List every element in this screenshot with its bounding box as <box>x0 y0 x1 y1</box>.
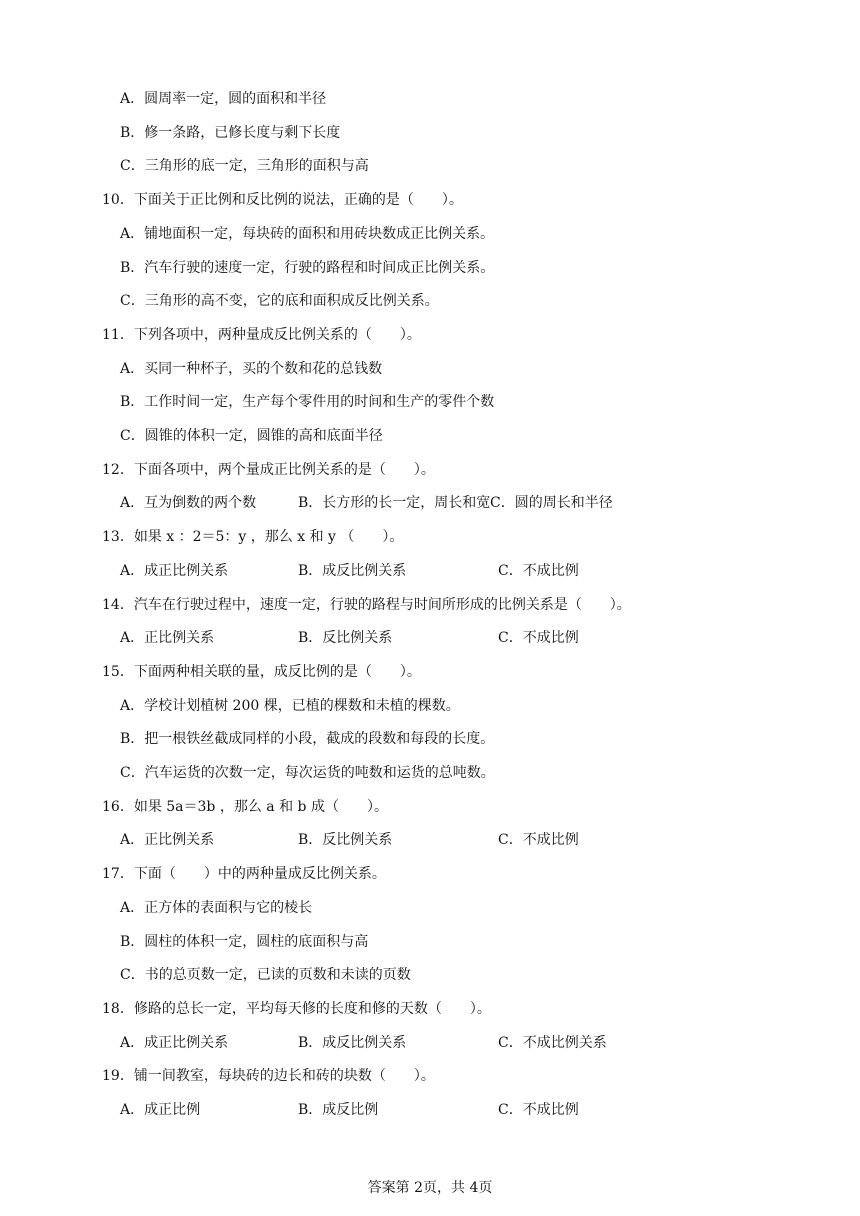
question-stem: 19．铺一间教室，每块砖的边长和砖的块数（ ）。 <box>102 1068 435 1085</box>
answer-option: A．圆周率一定，圆的面积和半径 <box>120 91 327 107</box>
answer-options-row <box>120 1033 720 1053</box>
answer-option: B．圆柱的体积一定，圆柱的底面积与高 <box>120 933 369 950</box>
answer-option: B．修一条路，已修长度与剩下长度 <box>120 124 341 141</box>
answer-option: C．不成比例 <box>498 832 579 849</box>
answer-option: B．把一根铁丝截成同样的小段，截成的段数和每段的长度。 <box>120 731 495 748</box>
answer-option: A．互为倒数的两个数 <box>120 495 257 512</box>
answer-options-row <box>120 493 720 513</box>
answer-option: C．三角形的底一定，三角形的面积与高 <box>120 158 369 175</box>
question-stem: 10．下面关于正比例和反比例的说法，正确的是（ ）。 <box>102 192 463 209</box>
answer-options-row <box>120 561 720 581</box>
answer-option: A．学校计划植树 200 棵，已植的棵数和未植的棵数。 <box>120 697 460 714</box>
question-stem: 11．下列各项中，两种量成反比例关系的（ ）。 <box>102 326 421 343</box>
answer-option: B．反比例关系 <box>298 832 393 849</box>
answer-option: A．正方体的表面积与它的棱长 <box>120 899 313 916</box>
answer-option: A．正比例关系 <box>120 630 215 647</box>
answer-option: C．不成比例 <box>498 562 579 579</box>
question-stem: 15．下面两种相关联的量，成反比例的是（ ）。 <box>102 663 421 680</box>
answer-option: B．成反比例 <box>298 1102 379 1118</box>
answer-option: B．反比例关系 <box>298 630 393 647</box>
question-stem: 18．修路的总长一定，平均每天修的长度和修的天数（ ）。 <box>102 1000 491 1017</box>
answer-option: A．买同一种杯子，买的个数和花的总钱数 <box>120 360 383 377</box>
answer-option: B．成反比例关系 <box>298 1034 407 1051</box>
question-stem: 17．下面（ ）中的两种量成反比例关系。 <box>102 866 386 883</box>
answer-option: C．不成比例 <box>498 1102 579 1118</box>
answer-option: C．不成比例 <box>498 630 579 647</box>
answer-option: A．正比例关系 <box>120 832 215 849</box>
page-footer: 答案第 2页，共 4页 <box>367 1180 493 1196</box>
answer-option: A．成正比例 <box>120 1102 201 1118</box>
question-stem: 14．汽车在行驶过程中，速度一定，行驶的路程与时间所形成的比例关系是（ ）。 <box>102 596 631 613</box>
answer-option: B．成反比例关系 <box>298 562 407 579</box>
answer-options-row <box>120 628 720 648</box>
answer-option: C．三角形的高不变，它的底和面积成反比例关系。 <box>120 293 439 310</box>
answer-option: C．圆锥的体积一定，圆锥的高和底面半径 <box>120 428 383 444</box>
answer-options-row <box>120 1100 720 1120</box>
answer-option: C．书的总页数一定，已读的页数和未读的页数 <box>120 967 411 984</box>
question-stem: 13．如果 x ：2＝5：y ，那么 x 和 y （ ）。 <box>102 529 404 546</box>
answer-option: C．汽车运货的次数一定，每次运货的吨数和运货的总吨数。 <box>120 765 495 781</box>
answer-options-row <box>120 830 720 850</box>
answer-option: A．成正比例关系 <box>120 1034 229 1051</box>
answer-option: C．不成比例关系 <box>498 1034 607 1051</box>
question-stem: 16．如果 5a＝3b ，那么 a 和 b 成（ ）。 <box>102 798 388 815</box>
answer-option: C．圆的周长和半径 <box>490 495 613 512</box>
answer-option: B．工作时间一定，生产每个零件用的时间和生产的零件个数 <box>120 394 495 411</box>
answer-option: B．汽车行驶的速度一定，行驶的路程和时间成正比例关系。 <box>120 259 495 276</box>
answer-option: A．成正比例关系 <box>120 562 229 579</box>
answer-option: A．铺地面积一定，每块砖的面积和用砖块数成正比例关系。 <box>120 225 495 242</box>
answer-option: B．长方形的长一定，周长和宽 <box>298 495 491 512</box>
question-stem: 12．下面各项中，两个量成正比例关系的是（ ）。 <box>102 461 435 478</box>
